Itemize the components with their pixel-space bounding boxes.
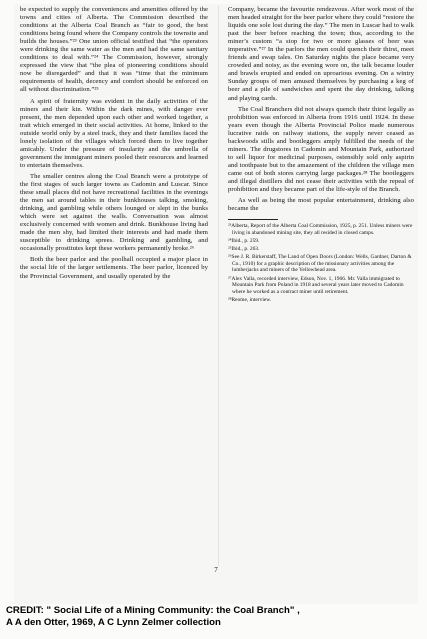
footnote (228, 276, 414, 296)
paragraph: The smaller centres along the Coal Branch were a prototype of the first stages of such larger towns as Cadomin and Luscar. Since these small places did not have recreational facilities in the evenings the men sat around tables in their bunkhouses talking, smoking, drinking, and gambling while others lounged or slept in the bunks which were set against the walls. Conversation was almost exclusively concerned with women and drink. Bunkhouse living had made the men shy, had limited their interests and had made them susceptible to drinking sprees. Drinking and gambling, and occasionally prostitutes kept these workers permanently broke.²⁶ (20, 172, 208, 253)
footnote-number: ²⁶ (228, 254, 232, 261)
footnote-text: Alex Valla, recorded interview, Edson, Nov. 1, 1966. Mr. Valla immigrated to Mountain Park from Poland in 1918 and several years later moved to Cadomin where he worked as a contract miner until retirement. (231, 275, 404, 295)
paragraph: The Coal Branchers did not always quench their thirst legally as prohibition was enforced in Alberta from 1916 until 1924. In these years even though the Alberta Provincial Police made numerous lucrative raids on railway stations, the supply never ceased as backwoods stills and bootleggers amply fulfilled the needs of the miners. The drugstores in Cadomin and Mountain Park, authorized to sell liquor for medicinal purposes, ostensibly sold only aspirin and toothpaste but to the amazement of the children the village men came out of both stores carrying large packages.²⁸ The bootleggers and illegal distillers did not cease their activities with the repeal of prohibition and they became part of the life-style of the Branch. (228, 105, 414, 194)
footnote-number: ²⁸ (228, 296, 232, 303)
footnote-number: ²⁵ (228, 245, 232, 252)
footnote-text: Alberta, Report of the Alberta Coal Commission, 1925, p. 251. Unless miners were living in abandoned mining site, they all resided in closed camps. (231, 222, 413, 236)
right-column (228, 6, 414, 305)
page-number: 7 (214, 566, 218, 574)
footnote-text: Reome, interview. (231, 296, 272, 303)
footnote (228, 223, 414, 236)
footnote-divider (228, 219, 278, 220)
footnote (228, 238, 414, 245)
footnote-number: ²⁷ (228, 275, 232, 282)
footnote (228, 297, 414, 304)
left-column (20, 6, 208, 281)
footnote (228, 254, 414, 274)
footnotes (228, 219, 414, 303)
paragraph: Company, became the favourite rendezvous. After work most of the men headed straight for the beer parlor where they could “restore the liquids one sole lost during the day.” The men in Luscar had to walk past the beer before reaching the town; thus, according to the miner’s custom “a stop for two or more glasses of beer was imperative.”²⁷ In the parlors the men could quench their thirst, meet friends and swap tales. On Saturday nights the place became very crowded and noisy, as the evening wore on, the talk became louder and brawls erupted and ended on uproarious evening. On a wintry Sunday groups of men amused themselves by purchasing a keg of beer and a pile of sandwiches and spent the day drinking, talking and playing cards. (228, 6, 414, 102)
credit-caption (6, 605, 426, 630)
credit-line: CREDIT: " Social Life of a Mining Community: the Coal Branch" , (6, 605, 300, 616)
paragraph: Both the beer parlor and the poolhall occupied a major place in the social life of the larger settlements. The beer parlor, licenced by the Provincial Government, and usually operated by the (20, 256, 208, 280)
footnote (228, 246, 414, 253)
scanned-page (14, 4, 418, 604)
footnote-text: Ibid., p. 263. (231, 245, 260, 252)
credit-line: A A den Otter, 1969, A C Lynn Zelmer collection (6, 617, 221, 629)
footnote-text: Ibid., p. 259. (231, 237, 260, 244)
footnote-number: ²⁴ (228, 237, 232, 244)
paragraph: A spirit of fraternity was evident in the daily activities of the miners and their kin. Within the dark mines, with danger ever present, the men depended upon each other and worked together, a trait which emerged in their social activities. At home, linked to the outside world only by a steel track, they and their families faced the lonely isolation of the villages which forced them to live together amicably. Under the pressure of insularity and the umbrella of government the immigrant miners pooled their resources and learned to entertain themselves. (20, 97, 208, 169)
paragraph: be expected to supply the conveniences and amenities offered by the towns and cities of Alberta. The Commission described the conditions at the Alberta Coal Branch as “fair to good, the best conditions being found where the Company controls the townsite and builds the houses.”²³ One union official testified that “the operators were drinking the same water as the men and had the same sanitary conditions to deal with.”²⁴ The Commission, however, strongly expressed the view that “the plea of pioneering conditions should now be disregarded” and that it was “time that the minimum requirements of health, decency and comfort should be enforced on all without discrimination.”²⁵ (20, 6, 208, 94)
paragraph: As well as being the most popular entertainment, drinking also became the (228, 197, 414, 213)
footnote-text: See J. R. Birkerstaff, The Land of Open Doors (London: Wells, Gardner, Darton & Co., 1910) for a graphic description of the missionary activities among the lumberjacks and miners of the Yellowhead area. (231, 254, 412, 274)
footnote-number: ²³ (228, 222, 232, 229)
